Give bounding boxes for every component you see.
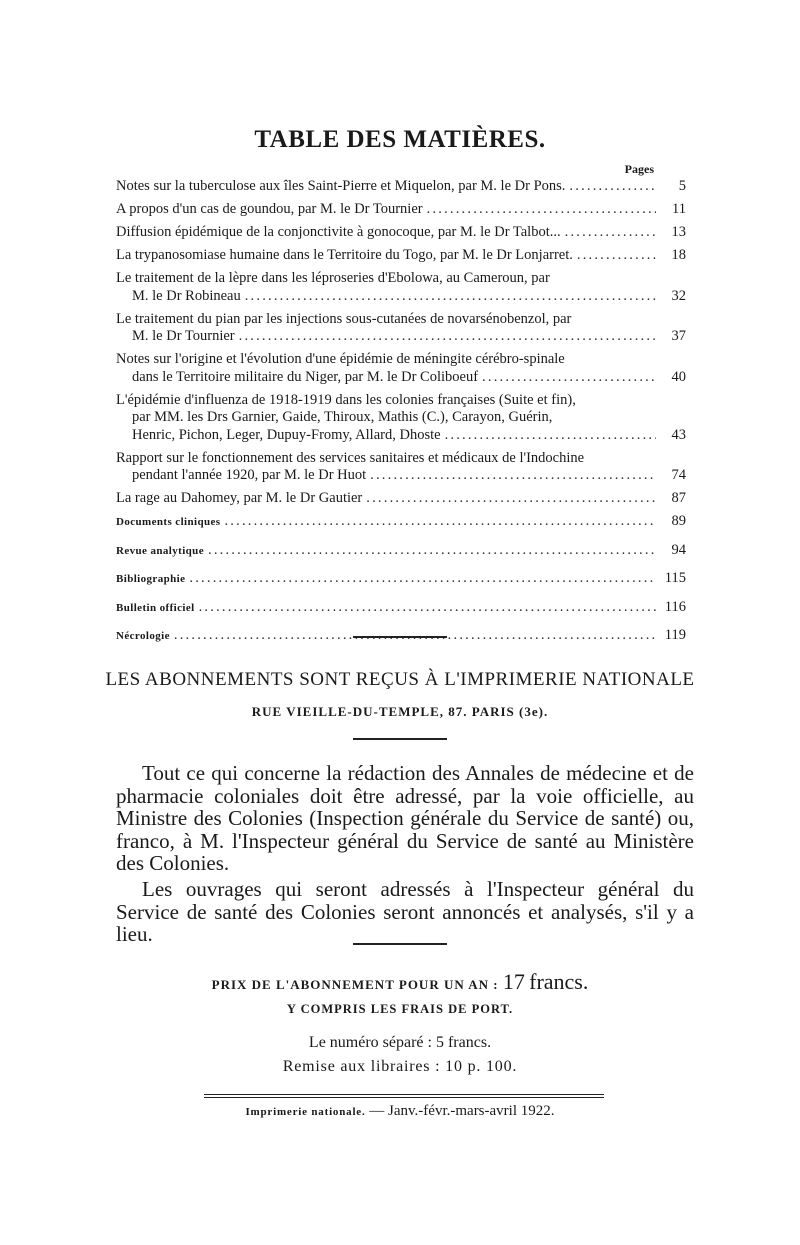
- price-amount: 17: [502, 969, 525, 994]
- review-notice: Les ouvrages qui seront adressés à l'Inspecteur général du Service de santé des Colonies seront annoncés et analysés, s'il y a lieu.: [116, 877, 694, 946]
- toc-page-number: 94: [671, 541, 686, 558]
- toc-page-number: 74: [671, 467, 686, 483]
- toc-page-number: 43: [671, 426, 686, 443]
- toc-entry: Notes sur la tuberculose aux îles Saint-Pierre et Miquelon, par M. le Dr Pons. ..... 5: [116, 178, 686, 196]
- footer-rule: [204, 1094, 604, 1095]
- toc-page-number: 5: [678, 178, 686, 194]
- table-of-contents: [116, 178, 686, 656]
- toc-page-number: 116: [664, 598, 686, 615]
- toc-page-number: 119: [664, 627, 686, 643]
- divider: [353, 738, 447, 740]
- toc-section-entry: Revue analytique ..... 94: [116, 542, 686, 561]
- toc-entry: La rage au Dahomey, par M. le Dr Gautier ..... 87: [116, 490, 686, 508]
- toc-entry: Rapport sur le fonctionnement des services sanitaires et médicaux de l'Indochine pendant l'année 1920, par M. le Dr Huot ..... 74: [116, 450, 686, 485]
- single-issue-price: Le numéro séparé : 5 francs.: [308, 1034, 492, 1051]
- subscription-heading: LES ABONNEMENTS SONT REÇUS À L'IMPRIMERIE NATIONALE: [105, 669, 695, 690]
- divider: [353, 636, 447, 638]
- editorial-notice: Tout ce qui concerne la rédaction des Annales de médecine et de pharmacie coloniales doit être adressé, par la voie officielle, au Ministre des Colonies (Inspection générale du Service de santé) ou, franco, à M. l'Inspecteur général du Service de santé au Ministère des Colonies.: [116, 761, 694, 875]
- toc-page-number: 11: [672, 201, 686, 217]
- divider: [353, 943, 447, 945]
- toc-section-entry: Bulletin officiel ..... 116: [116, 599, 686, 618]
- toc-entry: La trypanosomiase humaine dans le Territoire du Togo, par M. le Dr Lonjarret. ..... 18: [116, 247, 686, 265]
- pages-column-header: Pages: [624, 162, 654, 176]
- toc-page-number: 87: [671, 490, 686, 506]
- shipping-note: Y COMPRIS LES FRAIS DE PORT.: [286, 1002, 514, 1016]
- toc-page-number: 18: [671, 247, 686, 263]
- toc-entry: Notes sur l'origine et l'évolution d'une épidémie de méningite cérébro-spinale dans le Territoire militaire du Niger, par M. le Dr Coliboeuf ..... 40: [116, 351, 686, 386]
- toc-section-entry: Nécrologie ..... 119: [116, 627, 686, 646]
- footer-rule: [204, 1097, 604, 1098]
- subscription-address: RUE VIEILLE-DU-TEMPLE, 87. PARIS (3e).: [251, 704, 549, 719]
- toc-entry: L'épidémie d'influenza de 1918-1919 dans les colonies françaises (Suite et fin), par MM. les Drs Garnier, Gaide, Thiroux, Mathis (C.), Carayon, Guérin, Henric, Pichon, Leger, Dupuy-Fromy, Allard, Dhoste ..... 43: [116, 392, 686, 445]
- toc-page-number: 32: [671, 287, 686, 304]
- toc-page-number: 13: [671, 224, 686, 240]
- toc-page-number: 40: [671, 368, 686, 385]
- toc-page-number: 89: [671, 513, 686, 529]
- toc-page-number: 37: [671, 328, 686, 344]
- bookseller-discount: Remise aux libraires : 10 p. 100.: [282, 1058, 518, 1075]
- toc-entry: A propos d'un cas de goundou, par M. le Dr Tournier ..... 11: [116, 201, 686, 219]
- toc-entry: Le traitement de la lèpre dans les léproseries d'Ebolowa, au Cameroun, par M. le Dr Robineau ..... 32: [116, 270, 686, 305]
- toc-entry: Diffusion épidémique de la conjonctivite à gonocoque, par M. le Dr Talbot... ..... 13: [116, 224, 686, 242]
- toc-entry: Le traitement du pian par les injections sous-cutanées de novarsénobenzol, par M. le Dr Tournier ..... 37: [116, 311, 686, 346]
- toc-page-number: 115: [664, 570, 686, 586]
- page-title: TABLE DES MATIÈRES.: [254, 126, 546, 153]
- toc-section-entry: Bibliographie ..... 115: [116, 570, 686, 589]
- subscription-price: PRIX DE L'ABONNEMENT POUR UN AN : 17 francs.: [211, 969, 589, 994]
- toc-section-entry: Documents cliniques ..... 89: [116, 513, 686, 532]
- printer-imprint: Imprimerie nationale. — Janv.-févr.-mars-avril 1922.: [245, 1103, 555, 1119]
